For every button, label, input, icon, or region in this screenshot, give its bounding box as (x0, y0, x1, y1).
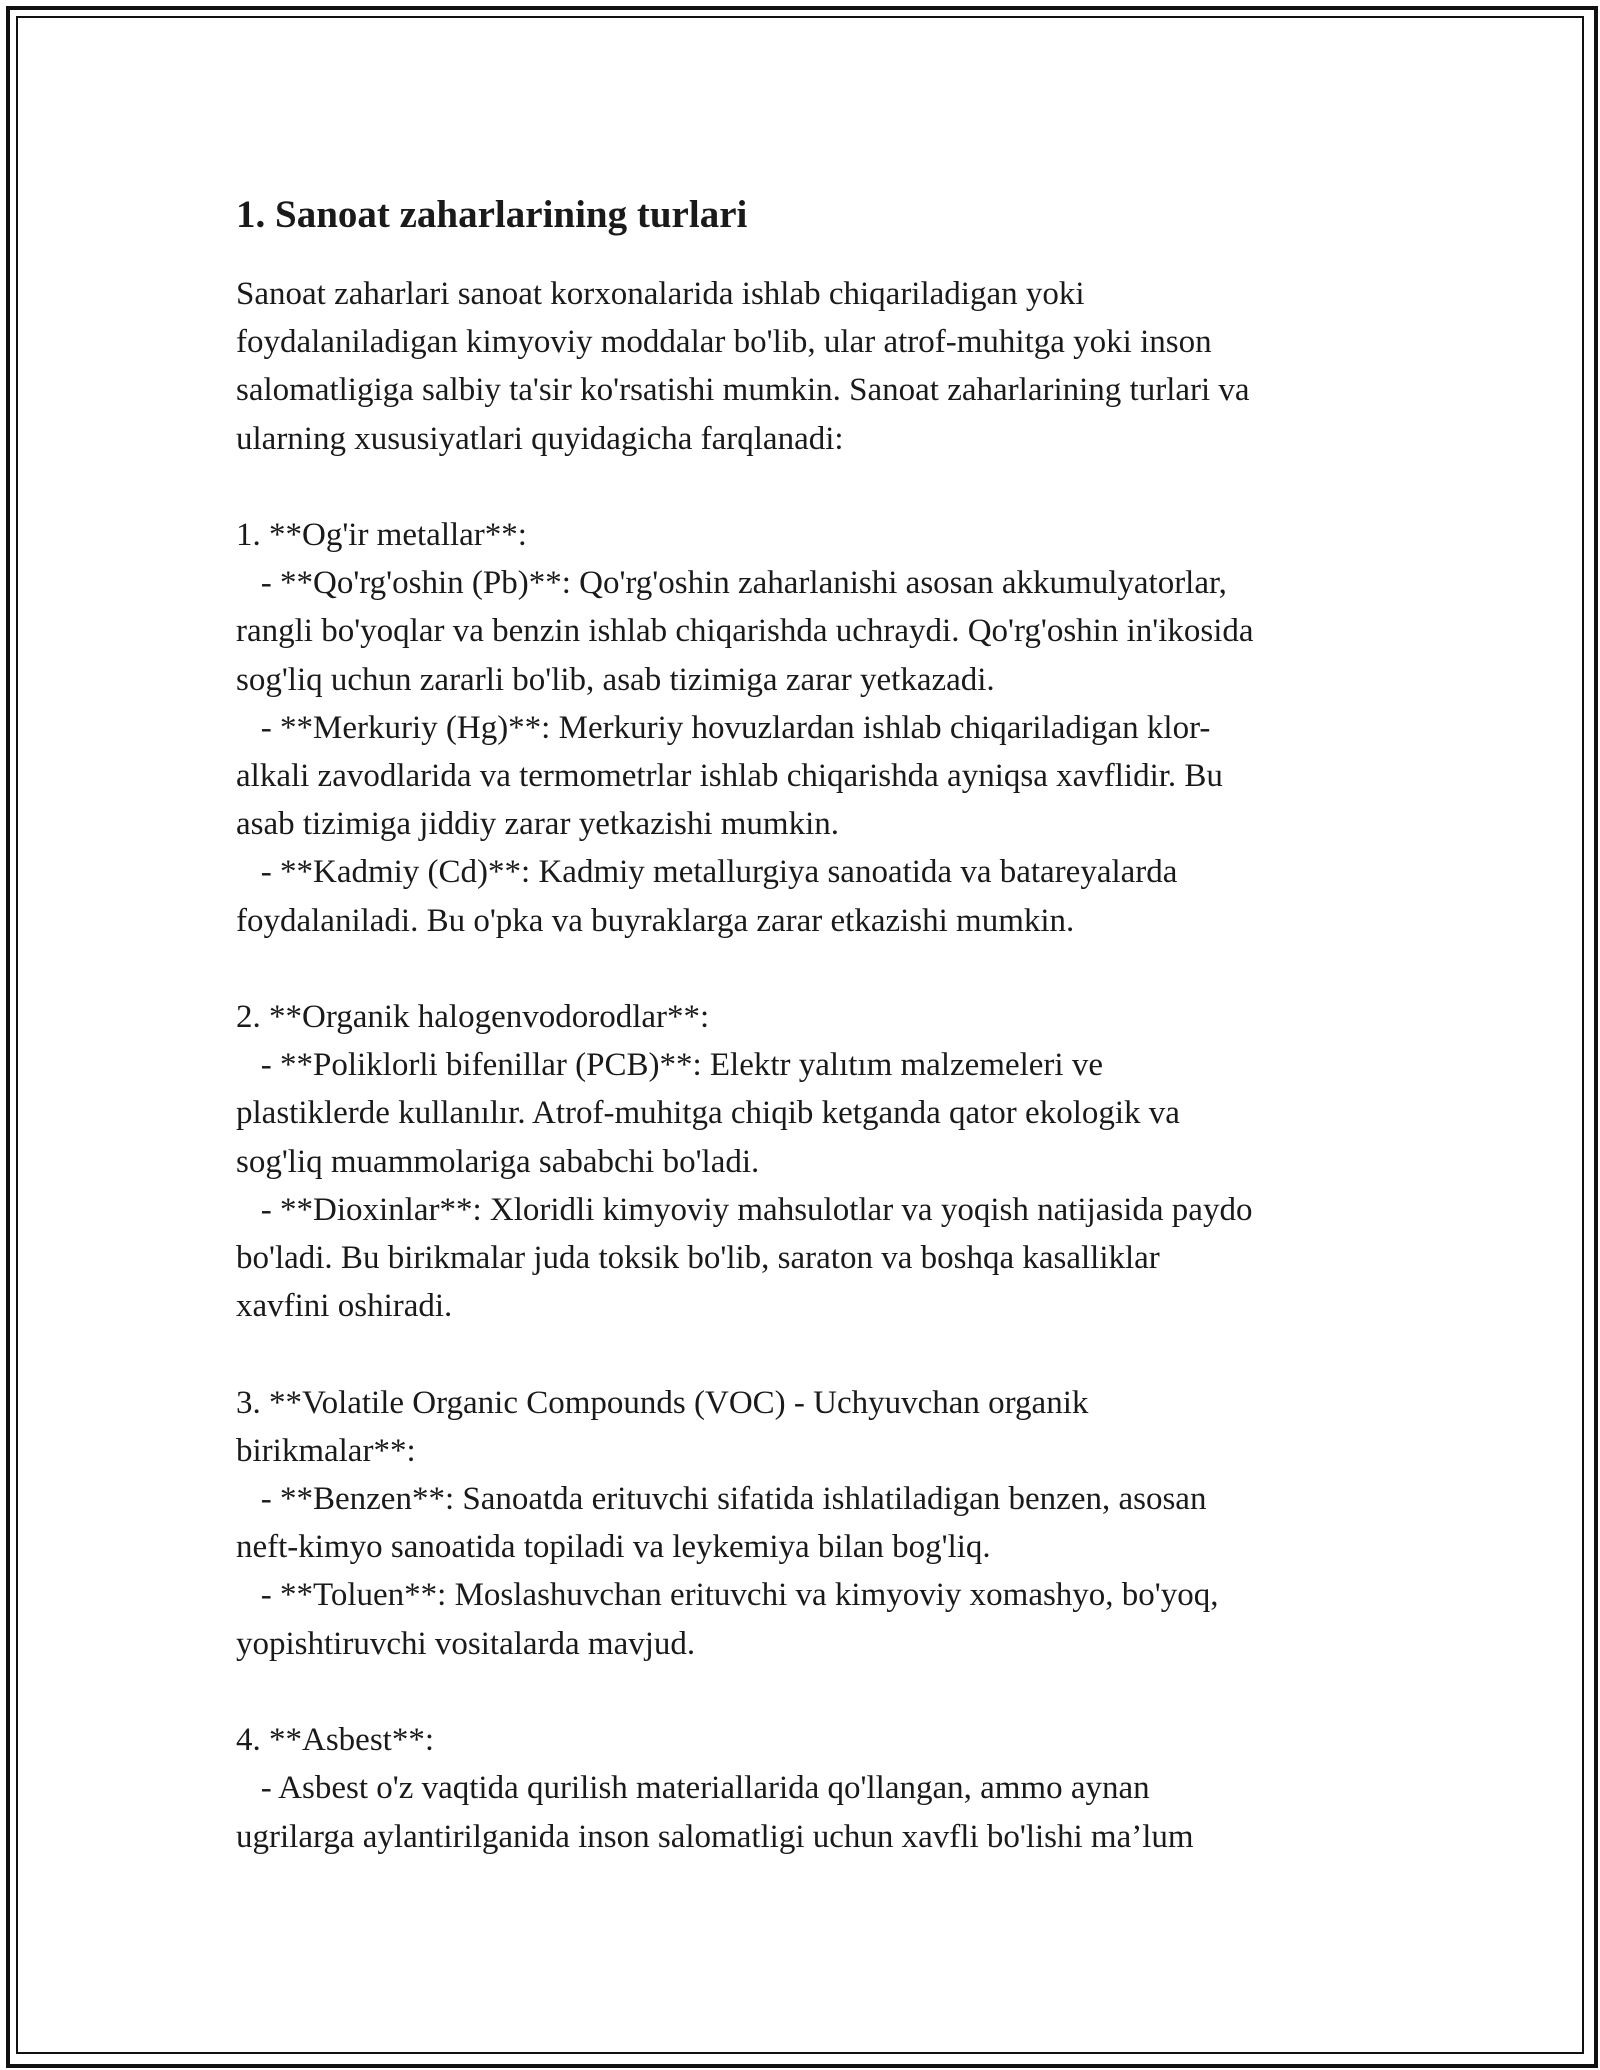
page-title: 1. Sanoat zaharlarining turlari (236, 193, 748, 236)
document-body: Sanoat zaharlari sanoat korxonalarida ishlab chiqariladigan yoki foydalaniladigan kimyoviy moddalar bo'lib, ular atrof-muhitga yoki inson salomatligiga salbiy ta'sir ko'rsatishi mumkin. Sanoat zaharlarining turlari va ularning xususiyatlari quyidagicha farqlanadi: 1. **Og'ir metallar**: - **Qo'rg'oshin (Pb)**: Qo'rg'oshin zaharlanishi asosan akkumulyatorlar, rangli bo'yoqlar va benzin ishlab chiqarishda uchraydi. Qo'rg'oshin in'ikosida sog'liq uchun zararli bo'lib, asab tizimiga zarar yetkazadi. - **Merkuriy (Hg)**: Merkuriy hovuzlardan ishlab chiqariladigan klor- alkali zavodlarida va termometrlar ishlab chiqarishda ayniqsa xavflidir. Bu asab tizimiga jiddiy zarar yetkazishi mumkin. - **Kadmiy (Cd)**: Kadmiy metallurgiya sanoatida va batareyalarda foydalaniladi. Bu o'pka va buyraklarga zarar etkazishi mumkin. 2. **Organik halogenvodorodlar**: - **Poliklorli bifenillar (PCB)**: Elektr yalıtım malzemeleri ve plastiklerde kullanılır. Atrof-muhitga chiqib ketganda qator ekologik va sog'liq muammolariga sababchi bo'ladi. - **Dioxinlar**: Xloridli kimyoviy mahsulotlar va yoqish natijasida paydo bo'ladi. Bu birikmalar juda toksik bo'lib, saraton va boshqa kasalliklar xavfini oshiradi. 3. **Volatile Organic Compounds (VOC) - Uchyuvchan organik birikmalar**: - **Benzen**: Sanoatda erituvchi sifatida ishlatiladigan benzen, asosan neft-kimyo sanoatida topiladi va leykemiya bilan bog'liq. - **Toluen**: Moslashuvchan erituvchi va kimyoviy xomashyo, bo'yoq, yopishtiruvchi vositalarda mavjud. 4. **Asbest**: - Asbest o'z vaqtida qurilish materiallarida qo'llangan, ammo aynan ugrilarga aylantirilganida inson salomatligi uchun xavfli bo'lishi ma’lum (236, 276, 1254, 1855)
document-content (236, 188, 1376, 1861)
